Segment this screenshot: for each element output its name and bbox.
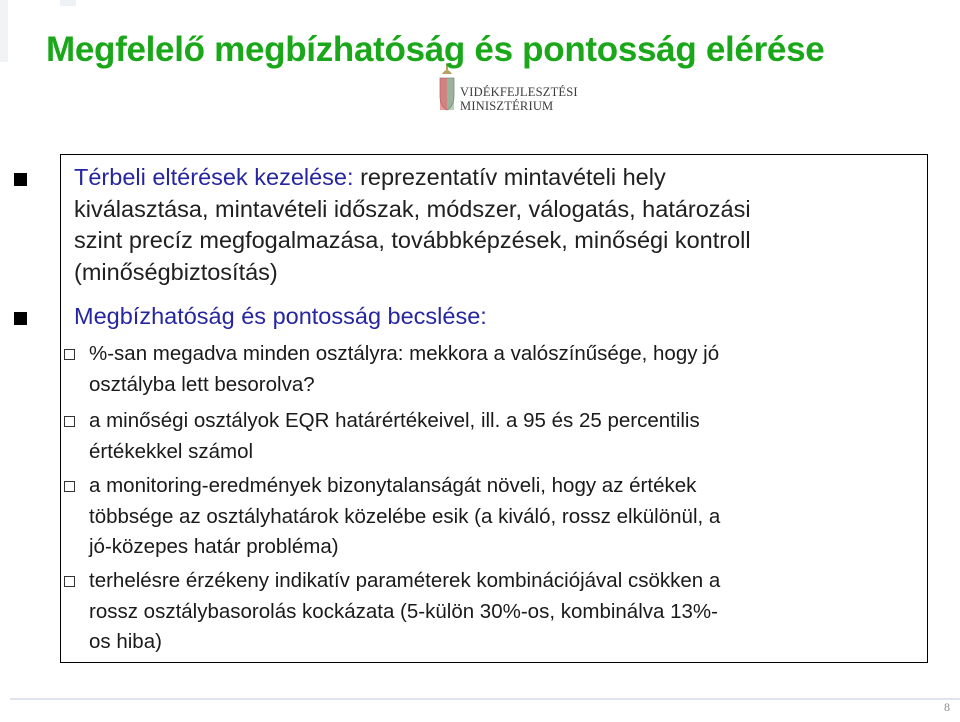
sub-bullet-line: a monitoring-eredmények bizonytalanságát növeli, hogy az értékek: [89, 474, 697, 497]
corner-decoration: [0, 0, 8, 62]
sub-bullet-line: értékekkel számol: [89, 439, 254, 463]
sub-bullet-line: rossz osztálybasorolás kockázata (5-külön 30%-os, kombinálva 13%-: [89, 599, 718, 623]
bullet-spatial-differences: [74, 162, 874, 288]
sub-bullet-line: a minőségi osztályok EQR határértékeivel, ill. a 95 és 25 percentilis: [89, 409, 700, 432]
sub-bullet-item: [89, 406, 859, 467]
sub-bullet-line: terhelésre érzékeny indikatív paraméterek kombinációjával csökken a: [89, 569, 721, 592]
bullet-text: (minőségbiztosítás): [74, 258, 278, 285]
bullet-label: Megbízhatóság és pontosság becslése:: [74, 303, 487, 329]
sub-bullet-item: [89, 471, 859, 563]
sub-bullet-line: %-san megadva minden osztályra: mekkora a valószínűsége, hogy jó: [89, 342, 720, 365]
sub-bullet-square: [64, 481, 75, 492]
footer-divider: [10, 698, 960, 700]
bullet-square: [14, 173, 27, 186]
bullet-square: [14, 312, 27, 325]
sub-bullet-item: [89, 566, 859, 658]
logo-line-1: VIDÉKFEJLESZTÉSI: [460, 85, 578, 99]
corner-decoration-top: [60, 0, 76, 6]
sub-bullet-line: osztályba lett besorolva?: [89, 372, 315, 396]
sub-bullet-square: [64, 576, 75, 587]
sub-bullet-square: [64, 416, 75, 427]
bullet-text: szint precíz megfogalmazása, továbbképzések, minőségi kontroll: [74, 227, 751, 253]
sub-bullet-line: jó-közepes határ probléma): [89, 535, 339, 558]
page-number: 8: [944, 700, 950, 714]
sub-bullet-item: [89, 339, 859, 400]
bullet-reliability-estimation: [74, 301, 874, 333]
bullet-label: Térbeli eltérések kezelése:: [74, 164, 354, 190]
slide-title: Megfelelő megbízhatóság és pontosság elérése: [46, 30, 825, 69]
sub-bullet-line: többsége az osztályhatárok közelébe esik (a kiváló, rossz elkülönül, a: [89, 504, 721, 528]
sub-bullet-square: [64, 349, 75, 360]
bullet-text: kiválasztása, mintavételi időszak, módszer, válogatás, határozási: [74, 195, 751, 222]
logo-line-2: MINISZTÉRIUM: [460, 99, 554, 113]
sub-bullet-line: os hiba): [89, 630, 162, 653]
bullet-text: reprezentatív mintavételi hely: [360, 164, 666, 190]
